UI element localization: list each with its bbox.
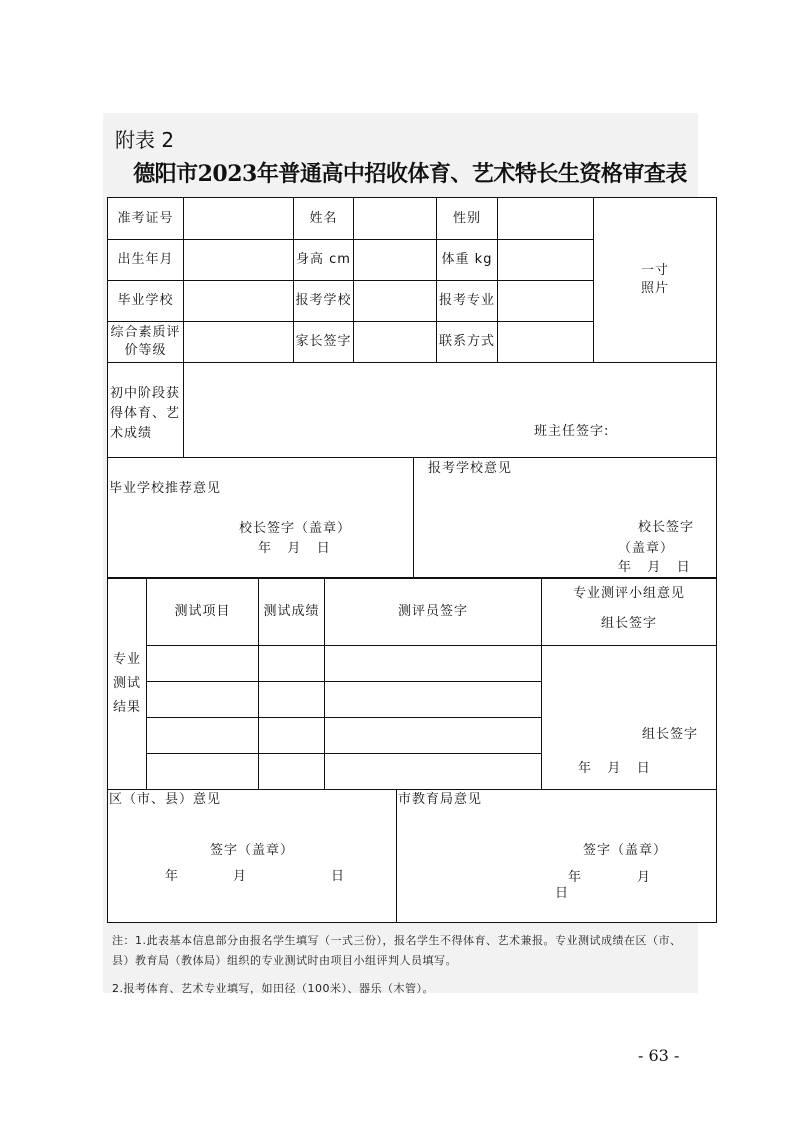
- photo-label-line2: 照片: [640, 281, 669, 296]
- name-field[interactable]: [353, 197, 437, 240]
- city-year: 年: [568, 870, 583, 885]
- gender-field[interactable]: [497, 197, 594, 240]
- contact-field[interactable]: [497, 321, 594, 363]
- test-result-line3: 结果: [112, 700, 141, 715]
- group-opinion-box[interactable]: [541, 645, 717, 790]
- apply-school-field[interactable]: [353, 280, 437, 322]
- seal-label: （盖章）: [618, 541, 675, 556]
- name-label: 姓名: [293, 197, 354, 240]
- district-year: 年: [165, 869, 180, 884]
- test-item-header: 测试项目: [146, 578, 259, 646]
- evaluator-sign-cell[interactable]: [324, 681, 542, 718]
- page-title: 德阳市2023年普通高中招收体育、艺术特长生资格审查表: [133, 161, 687, 187]
- exam-number-label: 准考证号: [107, 197, 184, 240]
- group-opinion-label: 专业测评小组意见: [573, 586, 686, 601]
- graduation-school-opinion-box[interactable]: [107, 457, 414, 578]
- principal-sign-label: 校长签字: [638, 520, 695, 535]
- teacher-sign-label: 班主任签字:: [534, 424, 610, 439]
- parent-sign-label: 家长签字: [293, 321, 354, 363]
- evaluator-sign-cell[interactable]: [324, 753, 542, 790]
- height-field[interactable]: [353, 239, 437, 281]
- page-number: - 63 -: [638, 1046, 680, 1065]
- achievements-field[interactable]: [183, 362, 717, 458]
- note-line-2: 县）教育局（教体局）组织的专业测试时由项目小组评判人员填写。: [112, 954, 457, 967]
- note-line-3: 2.报考体育、艺术专业填写，如田径（100米）、器乐（木管）。: [112, 982, 434, 995]
- quality-evaluation-line1: 综合素质评: [110, 325, 181, 340]
- gender-label: 性别: [436, 197, 498, 240]
- test-item-cell[interactable]: [146, 717, 259, 754]
- apply-school-label: 报考学校: [293, 280, 354, 322]
- graduation-school-label: 毕业学校: [107, 280, 184, 322]
- weight-field[interactable]: [497, 239, 594, 281]
- apply-opinion-date: 年 月 日: [618, 560, 691, 575]
- test-score-cell[interactable]: [258, 753, 325, 790]
- exam-number-field[interactable]: [183, 197, 294, 240]
- evaluator-sign-cell[interactable]: [324, 717, 542, 754]
- district-sign-label: 签字（盖章）: [210, 843, 295, 858]
- city-day: 日: [555, 886, 570, 901]
- city-month: 月: [637, 870, 652, 885]
- district-month: 月: [233, 869, 248, 884]
- apply-major-label: 报考专业: [436, 280, 498, 322]
- test-score-cell[interactable]: [258, 645, 325, 682]
- parent-sign-field[interactable]: [353, 321, 437, 363]
- district-opinion-box[interactable]: [107, 789, 397, 923]
- quality-evaluation-label: [107, 321, 184, 363]
- opinion-date: 年 月 日: [258, 541, 331, 556]
- photo-label-line1: 一寸: [640, 263, 669, 278]
- test-result-line2: 测试: [112, 676, 141, 691]
- attachment-label: 附表 2: [115, 128, 175, 152]
- group-opinion-header: [541, 578, 717, 646]
- evaluator-sign-header: 测评员签字: [324, 578, 542, 646]
- test-item-cell[interactable]: [146, 681, 259, 718]
- leader-sign-label: 组长签字: [642, 727, 699, 742]
- leader-sign-top-label: 组长签字: [601, 616, 658, 631]
- contact-label: 联系方式: [436, 321, 498, 363]
- birth-label: 出生年月: [107, 239, 184, 281]
- group-opinion-date: 年 月 日: [578, 761, 651, 776]
- birth-field[interactable]: [183, 239, 294, 281]
- test-score-cell[interactable]: [258, 717, 325, 754]
- graduation-school-opinion-label: 毕业学校推荐意见: [109, 481, 222, 496]
- quality-evaluation-line2: 价等级: [124, 343, 167, 358]
- note-line-1: 注：1.此表基本信息部分由报名学生填写（一式三份），报名学生不得体育、艺术兼报。专业测试成绩在区（市、: [112, 934, 682, 947]
- photo-box[interactable]: [593, 197, 717, 363]
- test-result-label: [107, 578, 147, 790]
- city-opinion-box[interactable]: [396, 789, 717, 923]
- quality-evaluation-field[interactable]: [183, 321, 294, 363]
- evaluator-sign-cell[interactable]: [324, 645, 542, 682]
- test-score-cell[interactable]: [258, 681, 325, 718]
- apply-major-field[interactable]: [497, 280, 594, 322]
- district-opinion-label: 区（市、县）意见: [109, 792, 222, 807]
- apply-school-opinion-label: 报考学校意见: [428, 461, 513, 476]
- achievements-label-line2: 得体育、艺: [110, 406, 181, 421]
- district-day: 日: [331, 869, 346, 884]
- height-label: 身高 cm: [293, 239, 354, 281]
- city-opinion-label: 市教育局意见: [398, 792, 483, 807]
- test-score-header: 测试成绩: [258, 578, 325, 646]
- principal-sign-seal-label: 校长签字（盖章）: [239, 521, 352, 536]
- weight-label: 体重 kg: [436, 239, 498, 281]
- achievements-label-line1: 初中阶段获: [110, 386, 181, 401]
- achievements-label: [107, 362, 184, 458]
- achievements-label-line3: 术成绩: [110, 426, 153, 441]
- test-item-cell[interactable]: [146, 753, 259, 790]
- city-sign-label: 签字（盖章）: [583, 843, 668, 858]
- apply-school-opinion-box[interactable]: [413, 457, 717, 578]
- test-item-cell[interactable]: [146, 645, 259, 682]
- graduation-school-field[interactable]: [183, 280, 294, 322]
- test-result-line1: 专业: [112, 652, 141, 667]
